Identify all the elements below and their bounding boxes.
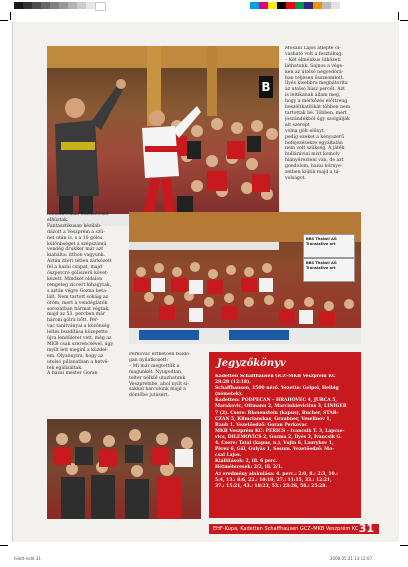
- color-swatch: [250, 2, 259, 9]
- match-report-text: Kadetten Schaffhausen GCZ–MKB Veszprém KC 28:28 (12:18). Schaffhausen, 1500 néző. Vezette: Geipel, Helbig (németek). Kadetten: PODPECAN – HRAHOVEC 4, JURCA 5, Marakovic, Oltmann 2, Marcinkieviciius 3, LINIGER 7 (2). Csere: Blauenstein (kapus), Bucher, STAR- CZAN 5, Klimcianskas, Graubner, Veselinov 1, Rauh 1. Vezetőedző: Goran Perkovac MKB Veszprém KC: PERICS – Ivancsik T. 3, Lapcse- vics, DILEMOVICS 2, Gozma 2, Ilyés 3, Ivancsik G. 4. Csere: Tatai (kapus, n.), Vujin 6, Laurykov 1, Pérez 6, Gál, Gulyás 1, Sesum. Vezetőedző: Mo- csai Lajos. Kiállítások: 2, ill. 6 perc. Hétméteresek: 2/2, ill. 2/1. Az eredmény alakulása: 4. perc.: 2:0, 8.: 2:3, 10.: 5:4, 13.: 8:6, 22.: 10:10, 27.: 11:15, 33.: 12:21, 37.: 15:21, 43.: 18:23, 53.: 23:26, 56.: 25:28.: [215, 374, 347, 489]
- color-swatch: [86, 2, 95, 9]
- color-swatch: [77, 2, 86, 9]
- print-slug-left: hiddt-indd 31: [14, 556, 41, 561]
- color-swatch: [313, 2, 322, 9]
- color-swatch: [50, 2, 59, 9]
- color-swatch: [286, 2, 295, 9]
- advertising-board: BBS Thalwil AG Translative art: [303, 258, 355, 282]
- color-swatch: [259, 2, 268, 9]
- print-slug-right: 2008.05.21 13:12:07: [330, 556, 373, 561]
- color-swatch: [295, 2, 304, 9]
- color-swatch: [268, 2, 277, 9]
- color-swatch: [14, 2, 23, 9]
- color-swatch: [277, 2, 286, 9]
- color-swatch: [41, 2, 50, 9]
- crop-mark: [398, 12, 399, 20]
- crop-mark: [10, 12, 11, 20]
- magazine-page: [12, 22, 399, 542]
- color-swatch: [23, 2, 32, 9]
- fans-photo: [47, 419, 201, 519]
- page-footer: [209, 524, 379, 534]
- crop-mark: [0, 20, 8, 21]
- crop-mark: [0, 545, 8, 546]
- crop-mark: [400, 20, 408, 21]
- article-column-top-right: Mosani Lajos átlépte öl- vasható volt a fesztáltsg: – Két élménkus ütközeti láthatunk. Sajnos a vége- ken az utolsó negyedórá- ban teljesen összeomlott. Ilyés kisebbra megbátoríta az utolsó húsz percét. Azt is leitíkanak állam meg, hogy a mérkőzés előttreng beszéltkatítikát többen nem tartottak be. Többen, mert jószándékból úgy szolgálják alt szerept volna gólt előnyt, pedig ezeket a kényszerű befejezésekre egyáltalán nem volt szükség. A játék bulláráviai mixt komoly hiányérezteni van, de azt gondolom, hazai környe- zetben kiütik majd a tá- volságot.: [285, 46, 351, 181]
- crop-mark: [400, 545, 408, 546]
- fans-scene: [47, 419, 201, 519]
- crowd-scene: [47, 46, 279, 226]
- advertising-board: BBS Thalwil AG Translative art: [303, 234, 355, 258]
- color-swatch: [59, 2, 68, 9]
- match-report-title: Jegyzőkönyv: [217, 358, 286, 369]
- color-swatch: [68, 2, 77, 9]
- match-photo-top: [47, 46, 279, 226]
- color-swatch: [322, 2, 331, 9]
- scoreboard-sign: B: [259, 76, 273, 98]
- color-swatch: [32, 2, 41, 9]
- color-swatch: [95, 2, 106, 11]
- crowd-photo: [129, 212, 361, 344]
- match-report-box: [209, 352, 361, 518]
- color-swatch: [331, 2, 340, 9]
- footer-caption: EHF-Kupa, Kadetten Schaffhausen GCZ–MKB Veszprém KC: [213, 526, 359, 532]
- article-column-middle: Perkovac érthetően boldo- gan nyilatkozott: – Mi már megtettük a magunkét. Nyugodtan, telter nélkül utazhatunk Veszprémbe, ahol nyílt si- sakkal harcolunk majd a döntőbe jutásért.: [129, 352, 191, 399]
- page-number: 31: [358, 522, 374, 535]
- color-swatch: [304, 2, 313, 9]
- article-column-left: támadásokkal fokozatosan elhúztak. Fantasztikusan kézilab- dázott a Veszprém a szü- net után is, s a 10 gólos különbséget a szépszámú vendég drukker már azt kiabálta: itthon vagyunk. Aztán itteri tétlen zárkózott fel a hazai csapat, majd őszpercre góliszerű követ- kezett. Mindkét oldalon rengeteg ziccert kihagytak, s aztán végre Gozna beta- lált. Nem tartott sokáig az öröm, mert a vendéglátók sorozatban hármat végtak, majd az 53. percben már három gólra nőtt. Per- vac tanítványai a közönség leltes buzdítása közepette újra lendületet vett, még az MKB csak szerencsével, úgy myílt lett meginl a küzdel- em. Olyannyira, hogy az utolsó pillanatban a hetvé- tek egálizáltak. A hazai mester Goran: [47, 212, 114, 377]
